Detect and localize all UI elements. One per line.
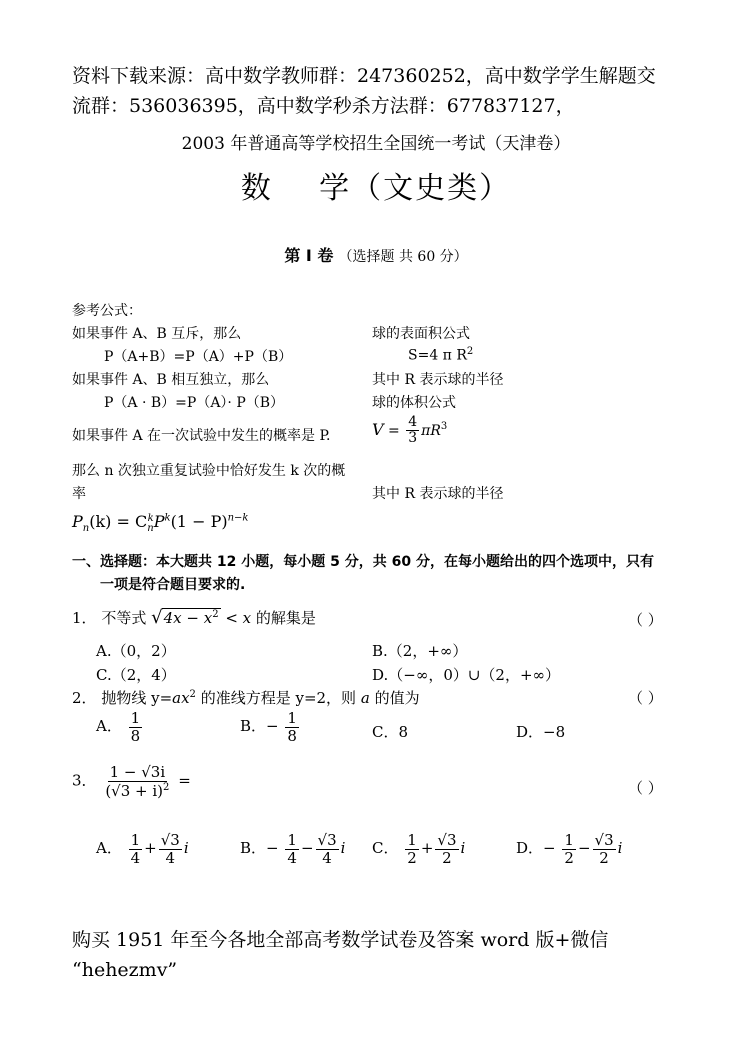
q3-d-op: −: [577, 839, 591, 857]
header-line-2: 流群：536036395，高中数学秒杀方法群：677837127，: [72, 95, 575, 117]
q3-a-i: i: [183, 839, 189, 857]
q3-b-frac2: [316, 832, 339, 866]
q3-d-d1: 2: [564, 848, 574, 867]
q2-option-d: [516, 721, 565, 742]
q3-b-d2: 4: [322, 848, 332, 867]
volume-v: V: [372, 419, 384, 439]
q3-option-c: [372, 832, 465, 866]
q3-d-d2: 2: [599, 848, 609, 867]
formula-left-4: P（A · B）=P（A）· P（B）: [104, 395, 285, 411]
formula-left-7: 率: [72, 486, 86, 502]
binomial-c-n: n: [147, 523, 154, 535]
volume-exp: 3: [440, 421, 448, 433]
q3-numerator: 1 − √3i: [109, 763, 166, 781]
formula-left-6: 那么 n 次独立重复试验中恰好发生 k 次的概: [72, 463, 346, 479]
q3-b-d1: 4: [287, 848, 297, 867]
q2-a-label: A．: [96, 717, 122, 735]
q3-b-n2: √3: [317, 831, 337, 849]
q1-radicand-text: 4x − x: [163, 609, 213, 627]
q3-a-d2: 4: [165, 848, 176, 867]
q2-b-label: B．: [240, 717, 267, 735]
formula-left-3: 如果事件 A、B 相互独立，那么: [72, 372, 270, 388]
q2-a-fraction: [129, 710, 143, 744]
q2-b-num: 1: [287, 709, 297, 727]
volume-r: R: [430, 422, 441, 439]
formula-left-5: 如果事件 A 在一次试验中发生的概率是 P.: [72, 428, 331, 444]
q3-d-i: i: [617, 839, 623, 857]
volume-num: 4: [408, 414, 418, 430]
q3-a-n1: 1: [130, 831, 141, 849]
q3-a-op: +: [144, 839, 157, 857]
question-3: [72, 764, 191, 799]
q3-a-label: A．: [96, 839, 122, 857]
q2-b-fraction: [285, 710, 299, 744]
q2-post2: 的值为: [374, 689, 420, 707]
q1-number: 1．: [72, 609, 97, 627]
question-1: [72, 607, 316, 628]
q2-c-text: 8: [398, 723, 409, 741]
section-one-line-1: 一、选择题：本大题共 12 小题，每小题 5 分，共 60 分，在每小题给出的四个选项中，只有: [72, 554, 654, 570]
subject-title: 数 学（文史类）: [240, 171, 512, 206]
formula-right-2: [408, 346, 473, 364]
q3-c-op: +: [420, 839, 434, 857]
q2-a-den: 8: [130, 726, 141, 745]
q3-c-label: C．: [372, 839, 399, 857]
q2-number: 2．: [72, 689, 97, 707]
q3-fraction: [103, 764, 171, 799]
q3-a-d1: 4: [130, 848, 141, 867]
q3-c-n1: 1: [407, 831, 417, 849]
volume-fraction: [406, 415, 419, 447]
formula-left-1: 如果事件 A、B 互斥，那么: [72, 326, 242, 342]
q2-d-text: −8: [543, 723, 566, 741]
binomial-p: P: [72, 512, 83, 531]
q2-a-num: 1: [130, 709, 141, 727]
q1-option-b: B.（2，+∞）: [372, 642, 468, 660]
q3-number: 3．: [72, 771, 97, 790]
q2-b-sign: −: [266, 717, 279, 735]
volume-den: 3: [408, 430, 418, 447]
q3-equals: =: [178, 771, 191, 790]
q3-b-op: −: [300, 839, 314, 857]
formula-left-2: P（A+B）=P（A）+P（B）: [104, 349, 293, 365]
binomial-p-k: k: [164, 512, 171, 524]
q1-exp: 2: [212, 609, 219, 620]
volume-formula: [372, 415, 447, 447]
q3-d-s1: −: [543, 839, 556, 857]
binomial-formula: [72, 512, 248, 534]
q3-option-d: [516, 832, 622, 866]
q3-d-frac1: [562, 832, 576, 866]
q3-option-b: [240, 832, 345, 866]
q2-c-label: C．: [372, 723, 399, 741]
formula-right-1: 球的表面积公式: [372, 326, 470, 342]
binomial-exp: n−k: [227, 512, 249, 524]
binomial-c-k: k: [147, 512, 154, 524]
header-line-1: 资料下载来源：高中数学教师群：247360252，高中数学学生解题交: [72, 65, 656, 87]
footer-line-1: 购买 1951 年至今各地全部高考数学试卷及答案 word 版+微信: [72, 929, 609, 951]
section-one-line-2: 一项是符合题目要求的.: [100, 577, 246, 593]
q3-b-n1: 1: [287, 831, 297, 849]
q1-option-c: C.（2，4）: [96, 666, 176, 684]
q3-c-d2: 2: [442, 848, 452, 867]
q1-option-a: A.（0，2）: [96, 642, 176, 660]
q3-den-exp: 2: [163, 781, 170, 793]
q2-option-b: [240, 710, 301, 744]
sqrt-icon: √: [151, 607, 163, 628]
q3-d-n2: √3: [594, 831, 614, 849]
volume-eq: =: [388, 422, 400, 439]
q3-d-label: D．: [516, 839, 544, 857]
q3-denominator: (√3 + i): [105, 781, 164, 800]
q3-b-label: B．: [240, 839, 267, 857]
q1-pre: 不等式: [101, 609, 147, 627]
binomial-p2: P: [153, 512, 165, 531]
q3-d-n1: 1: [564, 831, 574, 849]
q2-option-a: [96, 710, 144, 744]
q3-c-frac2: [435, 832, 458, 866]
footer-line-2: “hehezmv”: [72, 959, 178, 981]
binomial-rest: (k) = C: [89, 512, 148, 531]
q3-a-frac2: [159, 832, 182, 866]
q3-b-s1: −: [266, 839, 279, 857]
q3-option-a: [96, 832, 189, 866]
q1-option-d: D.（−∞，0）∪（2，+∞）: [372, 666, 561, 684]
q1-radicand: [162, 608, 221, 627]
formula-right-5: 其中 R 表示球的半径: [372, 486, 504, 502]
q1-answer-paren: （ ）: [628, 611, 663, 629]
q2-pre: 抛物线 y=: [101, 689, 173, 707]
q2-ax: ax: [172, 689, 190, 707]
q2-answer-paren: （ ）: [628, 689, 663, 707]
q2-d-label: D．: [516, 723, 544, 741]
q3-answer-paren: （ ）: [628, 779, 663, 797]
binomial-one-minus: (1 − P): [170, 512, 228, 531]
q3-c-frac1: [405, 832, 419, 866]
q1-lt: < x: [225, 609, 252, 627]
q3-b-frac1: [285, 832, 299, 866]
q3-b-i: i: [340, 839, 346, 857]
q3-c-i: i: [460, 839, 466, 857]
formulas-heading: 参考公式：: [72, 303, 142, 319]
q3-a-n2: √3: [160, 831, 180, 849]
formula-right-4: 球的体积公式: [372, 395, 456, 411]
q3-c-d1: 2: [407, 848, 417, 867]
q2-a: a: [360, 689, 370, 707]
q2-post1: 的准线方程是 y=2，则: [200, 689, 357, 707]
question-2: [72, 687, 420, 708]
q2-option-c: [372, 721, 408, 742]
section-note: （选择题 共 60 分）: [338, 249, 468, 265]
section-label: 第 Ⅰ 卷: [284, 246, 334, 265]
section-heading: [0, 243, 752, 266]
q3-c-n2: √3: [437, 831, 457, 849]
q2-b-den: 8: [287, 726, 297, 745]
q3-d-frac2: [593, 832, 616, 866]
volume-pi: π: [421, 422, 431, 439]
sphere-area-exp: 2: [466, 346, 474, 357]
q1-post: 的解集是: [255, 609, 316, 627]
binomial-n: n: [82, 523, 90, 535]
sphere-area-formula: S=4 π R: [408, 347, 467, 364]
q2-exp: 2: [189, 689, 196, 700]
q3-a-frac1: [129, 832, 143, 866]
exam-title: 2003 年普通高等学校招生全国统一考试（天津卷）: [181, 134, 571, 154]
formula-right-3: 其中 R 表示球的半径: [372, 372, 504, 388]
